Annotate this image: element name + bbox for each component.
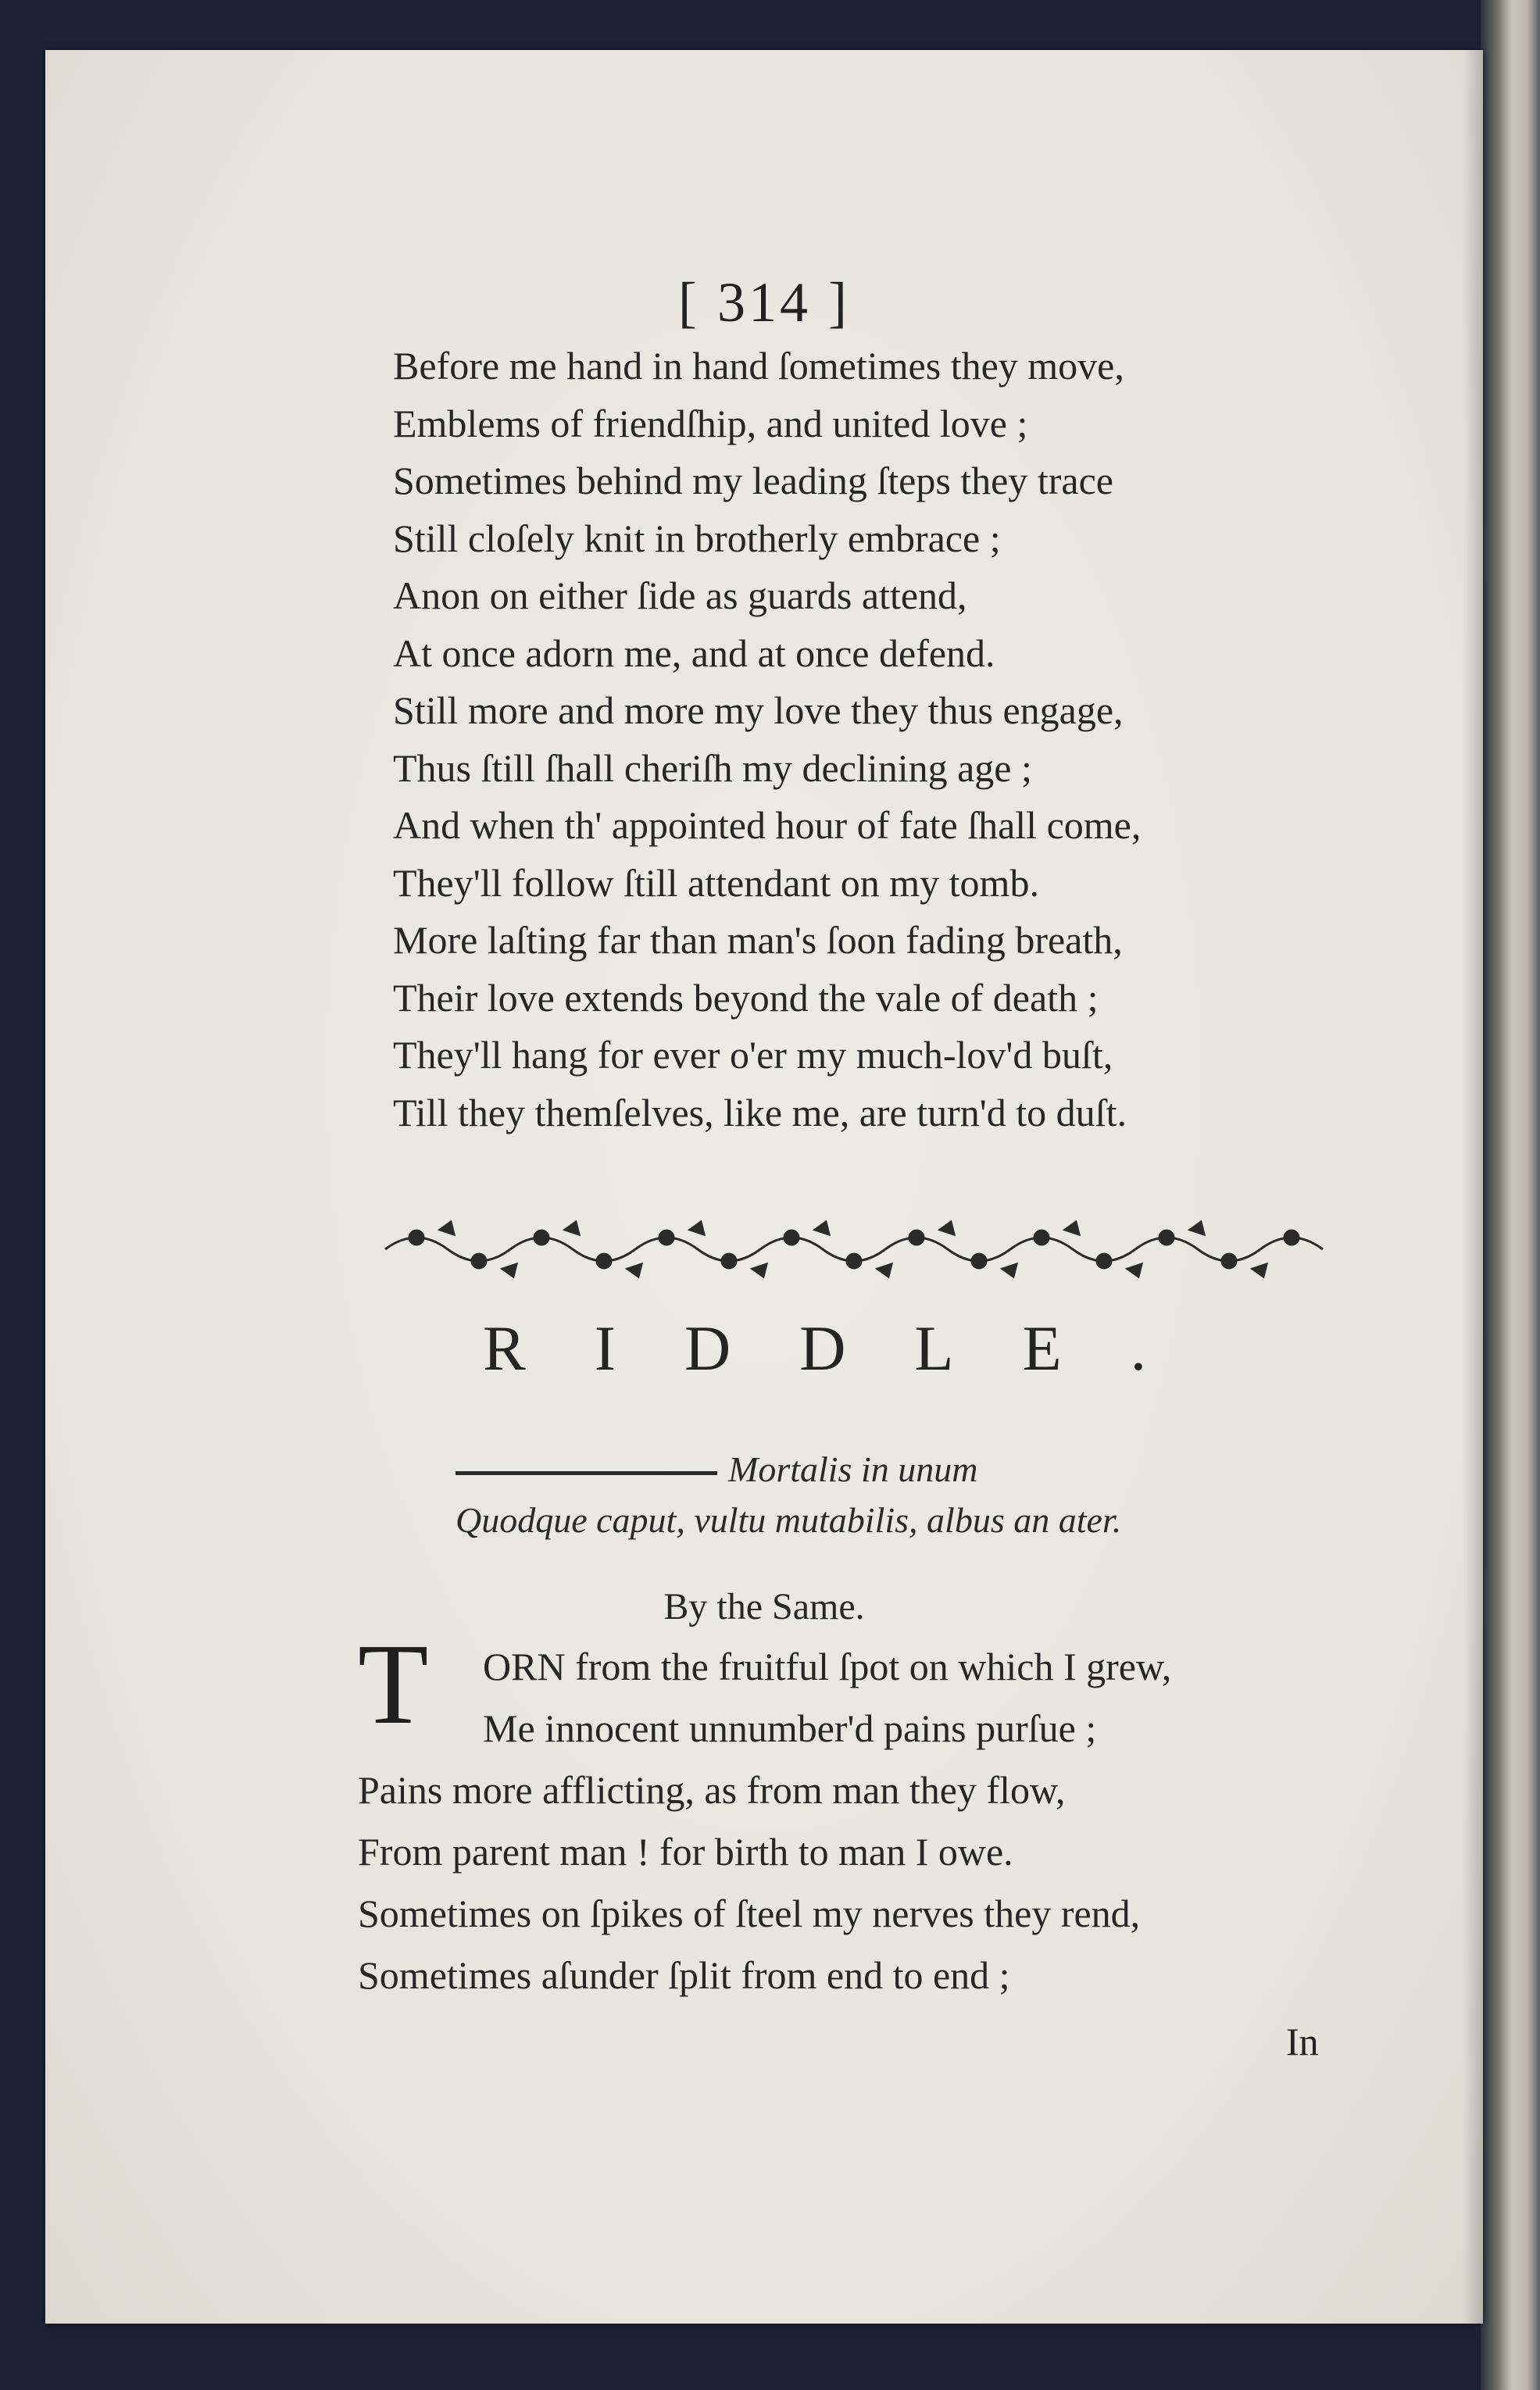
poem-stanza <box>393 338 1141 1141</box>
poem-line: And when th' appointed hour of fate ſhall come, <box>393 803 1142 847</box>
poem-line: Till they themſelves, like me, are turn'd to duſt. <box>393 1090 1127 1134</box>
poem-line: Thus ſtill ſhall cheriſh my declining age ; <box>393 745 1032 790</box>
page-gutter-shadow <box>1463 50 1483 2324</box>
riddle-line: ORN from the fruitful ſpot on which I grew, <box>483 1645 1172 1688</box>
catchword: In <box>1286 2020 1319 2063</box>
poem-line: Still cloſely knit in brotherly embrace ; <box>393 516 1001 560</box>
poem-line: More laſting far than man's ſoon fading breath, <box>393 918 1123 962</box>
floral-ornament-band <box>377 1214 1338 1284</box>
epigraph-dash <box>456 1471 717 1475</box>
poem-line: Emblems of friendſhip, and united love ; <box>393 401 1028 445</box>
riddle-line: Sometimes on ſpikes of ſteel my nerves they rend, <box>358 1892 1141 1935</box>
poem-line: They'll follow ſtill attendant on my tomb. <box>393 860 1039 905</box>
riddle-line: Pains more afflicting, as from man they flow, <box>358 1768 1066 1812</box>
riddle-verse <box>358 1636 1171 2006</box>
poem-line: They'll hang for ever o'er my much-lov'd buſt, <box>393 1033 1113 1077</box>
riddle-title: RIDDLE. <box>483 1313 1216 1384</box>
epigraph-text-1: Mortalis in unum <box>728 1449 978 1489</box>
byline: By the Same. <box>663 1586 865 1627</box>
poem-line: Still more and more my love they thus engage, <box>393 688 1124 732</box>
riddle-line: Me innocent unnumber'd pains purſue ; <box>483 1706 1097 1750</box>
epigraph-line-2: Quodque caput, vultu mutabilis, albus an ater. <box>456 1500 1122 1540</box>
drop-cap: T <box>358 1620 429 1749</box>
poem-line: At once adorn me, and at once defend. <box>393 631 995 675</box>
book-page <box>45 50 1483 2324</box>
riddle-line: From parent man ! for birth to man I owe. <box>358 1830 1013 1874</box>
poem-line: Their love extends beyond the vale of death ; <box>393 975 1099 1020</box>
poem-line: Before me hand in hand ſometimes they move, <box>393 344 1124 388</box>
book-edge <box>1481 0 1540 2390</box>
poem-line: Anon on either ſide as guards attend, <box>393 573 967 617</box>
riddle-line: Sometimes aſunder ſplit from end to end ; <box>358 1953 1010 1997</box>
page-number: [ 314 ] <box>678 271 850 334</box>
poem-line: Sometimes behind my leading ſteps they trace <box>393 459 1113 502</box>
epigraph-line-1 <box>456 1449 977 1490</box>
